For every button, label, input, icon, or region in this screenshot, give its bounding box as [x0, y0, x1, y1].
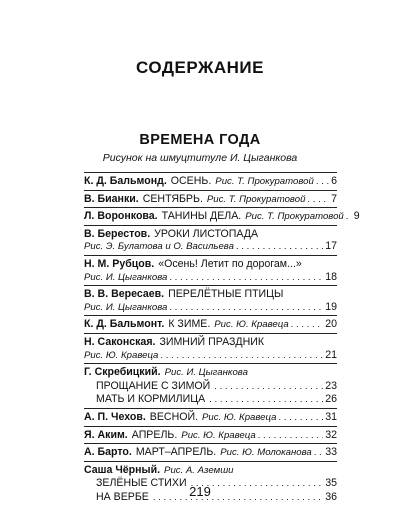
toc-work-title: ПРОЩАНИЕ С ЗИМОЙ: [96, 379, 211, 392]
toc-page-number: 17: [325, 240, 337, 253]
dot-leader: [169, 302, 323, 315]
toc-author: Н. Саконская.: [84, 335, 156, 348]
toc-page-number: 35: [325, 477, 337, 490]
toc-line: [84, 240, 337, 254]
dot-leader: [346, 211, 352, 224]
toc-line: [84, 271, 337, 285]
toc-line: [84, 411, 337, 425]
toc-page-number: 21: [325, 348, 337, 361]
toc-line: [84, 464, 337, 478]
toc-page-number: 33: [325, 446, 337, 459]
dot-leader: [278, 412, 323, 425]
toc-line: [84, 288, 337, 301]
toc-page-number: 26: [325, 393, 337, 406]
toc-work-title: МАТЬ И КОРМИЛИЦА: [96, 393, 206, 406]
toc-line: [84, 175, 337, 189]
toc-illustrator: Рис. И. Цыганкова: [164, 367, 248, 379]
toc-work-title: ЗЕЛЁНЫЕ СТИХИ: [96, 477, 187, 490]
toc-work-title: ЗИМНИЙ ПРАЗДНИК: [159, 335, 265, 348]
toc-entry: [84, 408, 337, 425]
toc-line: [84, 210, 360, 224]
toc-line: [84, 301, 337, 315]
dot-leader: [291, 319, 324, 332]
toc-illustrator: Рис. Ю. Кравеца: [84, 349, 159, 361]
toc-page-number: 9: [353, 210, 360, 223]
dot-leader: [160, 350, 323, 363]
section-subtitle: Рисунок на шмуцтитуле И. Цыганкова: [102, 152, 298, 164]
dot-leader: [314, 447, 323, 460]
toc-entry: [84, 190, 337, 207]
toc-illustrator: Рис. Ю. Кравеца: [181, 429, 256, 441]
toc-work-title: ВЕСНОЙ.: [149, 410, 199, 423]
toc-entry: [84, 333, 337, 362]
toc-illustrator: Рис. Ю. Кравеца: [202, 411, 277, 423]
toc-work-title: К ЗИМЕ.: [168, 318, 211, 331]
toc-author: Н. М. Рубцов.: [84, 257, 155, 270]
section-title: ВРЕМЕНА ГОДА: [139, 132, 261, 148]
toc-work-title: ОСЕНЬ.: [170, 175, 212, 187]
toc-list: [84, 172, 360, 505]
toc-author: В. Бианки.: [84, 192, 139, 205]
toc-work-title: ПЕРЕЛЁТНЫЕ ПТИЦЫ: [168, 288, 284, 301]
toc-author: А. П. Чехов.: [84, 410, 146, 423]
toc-entry: [84, 315, 337, 332]
toc-work-title: ТАНИНЫ ДЕЛА.: [161, 210, 242, 223]
toc-line: [84, 366, 337, 380]
toc-illustrator: Рис. Т. Прокуратовой: [215, 176, 314, 187]
toc-line: [84, 349, 337, 363]
toc-line: [84, 193, 337, 207]
toc-entry: [84, 426, 337, 443]
toc-line: [84, 393, 337, 407]
toc-illustrator: Рис. Э. Булатова и О. Васильева: [84, 241, 234, 253]
toc-page-number: 32: [325, 428, 337, 441]
toc-entry: [84, 443, 337, 460]
toc-work-title: СЕНТЯБРЬ.: [142, 192, 203, 205]
toc-author: Г. Скребицкий.: [84, 366, 161, 379]
toc-illustrator: Рис. А. Аземши: [164, 464, 234, 476]
toc-illustrator: Рис. Т. Прокуратовой: [245, 211, 344, 223]
toc-line: [84, 380, 337, 394]
toc-work-title: УРОКИ ЛИСТОПАДА: [154, 227, 259, 240]
toc-entry: [84, 225, 337, 254]
dot-leader: [236, 241, 323, 254]
toc-illustrator: Рис. Т. Прокуратовой: [206, 193, 306, 205]
toc-work-title: НА ВЕРБЕ: [96, 490, 149, 503]
toc-page-number: 31: [325, 410, 337, 423]
toc-entry: [84, 207, 360, 224]
toc-author: Л. Воронкова.: [84, 210, 158, 223]
toc-author: К. Д. Бальмонд.: [84, 175, 167, 187]
toc-illustrator: Рис. Ю. Молоканова: [220, 447, 312, 459]
toc-page-number: 20: [325, 318, 337, 331]
toc-line: [84, 446, 337, 460]
toc-page-number: 6: [331, 175, 337, 187]
toc-author: В. Берестов.: [84, 227, 151, 240]
toc-author: В. В. Вересаев.: [84, 288, 165, 301]
dot-leader: [209, 394, 323, 407]
toc-illustrator: Рис. И. Цыганкова: [84, 271, 168, 283]
toc-page-number: 18: [325, 270, 337, 283]
toc-entry: [84, 255, 337, 284]
toc-line: [84, 318, 337, 332]
dot-leader: [258, 430, 324, 443]
toc-work-title: «Осень! Летит по дорогам...»: [158, 257, 302, 270]
dot-leader: [169, 272, 323, 285]
page-number: 219: [189, 484, 211, 499]
toc-work-title: МАРТ–АПРЕЛЬ.: [135, 446, 217, 459]
toc-page-number: 19: [325, 300, 337, 313]
toc-author: А. Барто.: [84, 446, 132, 459]
toc-author: Я. Аким.: [84, 428, 128, 441]
toc-entry: [84, 172, 337, 189]
toc-page-number: 7: [331, 192, 337, 205]
toc-author: К. Д. Бальмонт.: [84, 318, 165, 331]
toc-line: [84, 429, 337, 443]
page-title: СОДЕРЖАНИЕ: [136, 58, 264, 77]
toc-illustrator: Рис. Ю. Кравеца: [214, 319, 289, 331]
dot-leader: [214, 381, 323, 394]
toc-line: [84, 336, 337, 349]
dot-leader: [316, 176, 329, 189]
toc-entry: [84, 285, 337, 314]
toc-illustrator: Рис. И. Цыганкова: [84, 301, 168, 313]
toc-line: [84, 258, 337, 271]
toc-line: [84, 228, 337, 241]
toc-entry: [84, 363, 337, 407]
toc-author: Саша Чёрный.: [84, 463, 161, 476]
dot-leader: [307, 194, 329, 207]
toc-page-number: 36: [325, 490, 337, 503]
toc-work-title: АПРЕЛЬ.: [131, 428, 178, 441]
toc-page-number: 23: [325, 379, 337, 392]
